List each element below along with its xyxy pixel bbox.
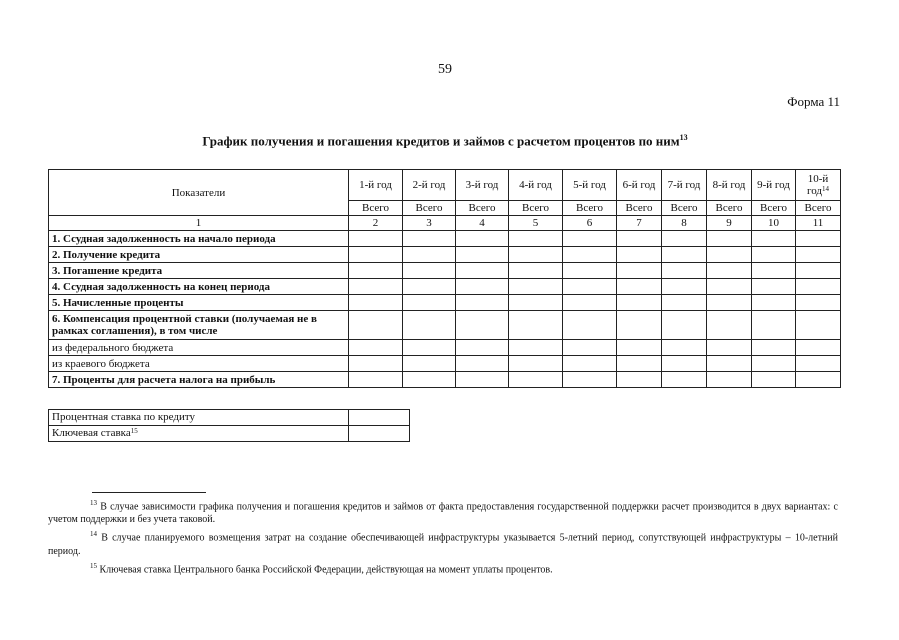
page-title <box>120 133 770 149</box>
page-number: 59 <box>438 62 452 77</box>
table-cell <box>617 356 662 372</box>
table-cell <box>617 311 662 340</box>
title-text: График получения и погашения кредитов и займов с расчетом процентов по ним <box>202 133 680 149</box>
table-cell <box>662 295 707 311</box>
year-label: 3-й год <box>465 179 499 191</box>
table-cell <box>617 279 662 295</box>
row-label: из краевого бюджета <box>49 356 349 372</box>
table-cell <box>509 295 563 311</box>
row-label: 1. Ссудная задолженность на начало периода <box>49 231 349 247</box>
table-cell <box>456 295 509 311</box>
table-cell <box>707 372 752 388</box>
row-label: 7. Проценты для расчета налога на прибыль <box>49 372 349 388</box>
year-label: 6-й год <box>622 179 656 191</box>
header-total: Всего <box>509 201 563 216</box>
header-year <box>707 170 752 201</box>
header-total: Всего <box>617 201 662 216</box>
row-label: 3. Погашение кредита <box>49 263 349 279</box>
column-number: 4 <box>456 216 509 231</box>
rates-table <box>48 409 410 442</box>
column-number: 5 <box>509 216 563 231</box>
footnote <box>48 497 838 526</box>
table-cell <box>617 340 662 356</box>
table-row <box>49 263 841 279</box>
table-cell <box>752 372 796 388</box>
footnote <box>48 560 838 576</box>
table-cell <box>403 247 456 263</box>
footnote <box>48 528 838 557</box>
column-number: 1 <box>49 216 349 231</box>
table-cell <box>509 263 563 279</box>
table-cell <box>707 247 752 263</box>
table-cell <box>662 263 707 279</box>
table-cell <box>617 263 662 279</box>
header-total: Всего <box>796 201 841 216</box>
rate-value <box>349 410 410 426</box>
column-number: 7 <box>617 216 662 231</box>
table-cell <box>349 263 403 279</box>
table-cell <box>563 231 617 247</box>
table-row <box>49 340 841 356</box>
table-cell <box>752 340 796 356</box>
table-cell <box>509 311 563 340</box>
table-cell <box>509 372 563 388</box>
table-cell <box>456 247 509 263</box>
table-cell <box>662 356 707 372</box>
table-cell <box>796 263 841 279</box>
header-total: Всего <box>456 201 509 216</box>
table-cell <box>662 372 707 388</box>
title-footnote-ref: 13 <box>679 133 688 142</box>
table-cell <box>707 231 752 247</box>
table-cell <box>617 231 662 247</box>
header-total: Всего <box>563 201 617 216</box>
table-cell <box>752 311 796 340</box>
table-cell <box>563 340 617 356</box>
table-row <box>49 231 841 247</box>
header-total: Всего <box>403 201 456 216</box>
header-total: Всего <box>662 201 707 216</box>
header-row-years <box>49 170 841 201</box>
table-cell <box>349 295 403 311</box>
table-cell <box>509 356 563 372</box>
header-year <box>796 170 841 201</box>
table-cell <box>796 311 841 340</box>
header-year <box>509 170 563 201</box>
table-row <box>49 295 841 311</box>
column-number: 2 <box>349 216 403 231</box>
table-cell <box>752 279 796 295</box>
table-row <box>49 311 841 340</box>
table-row <box>49 279 841 295</box>
footnote-divider <box>92 492 206 493</box>
table-cell <box>403 279 456 295</box>
table-cell <box>403 340 456 356</box>
table-cell <box>707 263 752 279</box>
column-number: 3 <box>403 216 456 231</box>
column-number: 6 <box>563 216 617 231</box>
year-label: 4-й год <box>519 179 552 191</box>
table-row <box>49 247 841 263</box>
table-cell <box>456 231 509 247</box>
table-cell <box>796 372 841 388</box>
table-cell <box>403 372 456 388</box>
year-label: 2-й год <box>412 179 446 191</box>
year-label: 7-й год <box>667 179 701 191</box>
table-cell <box>617 247 662 263</box>
table-cell <box>752 295 796 311</box>
table-cell <box>456 263 509 279</box>
table-cell <box>617 295 662 311</box>
table-cell <box>752 247 796 263</box>
header-year <box>456 170 509 201</box>
year-label: 8-й год <box>712 179 746 191</box>
rate-value <box>349 426 410 442</box>
table-cell <box>456 372 509 388</box>
header-total: Всего <box>707 201 752 216</box>
row-label: 2. Получение кредита <box>49 247 349 263</box>
table-cell <box>349 231 403 247</box>
table-row <box>49 372 841 388</box>
table-cell <box>403 311 456 340</box>
table-cell <box>456 311 509 340</box>
table-cell <box>456 340 509 356</box>
row-label: из федерального бюджета <box>49 340 349 356</box>
column-number: 11 <box>796 216 841 231</box>
table-cell <box>456 279 509 295</box>
table-cell <box>796 340 841 356</box>
table-cell <box>752 356 796 372</box>
table-cell <box>509 340 563 356</box>
row-label: 6. Компенсация процентной ставки (получаемая не в рамках соглашения), в том числе <box>49 311 349 340</box>
table-cell <box>563 372 617 388</box>
rate-label-cell <box>49 426 349 442</box>
row-label: 4. Ссудная задолженность на конец периода <box>49 279 349 295</box>
footnote-text: В случае планируемого возмещения затрат на создание обеспечивающей инфраструктуры указывается 5-летний период, сопутствующей инфраструктуры – 10-летний период. <box>48 532 839 557</box>
column-number: 9 <box>707 216 752 231</box>
table-cell <box>662 311 707 340</box>
rate-label-cell <box>49 410 349 426</box>
table-cell <box>796 295 841 311</box>
column-number: 8 <box>662 216 707 231</box>
rate-label: Процентная ставка по кредиту <box>52 411 196 423</box>
table-cell <box>796 231 841 247</box>
table-cell <box>349 372 403 388</box>
table-cell <box>662 247 707 263</box>
table-cell <box>563 247 617 263</box>
table-cell <box>349 340 403 356</box>
table-cell <box>752 263 796 279</box>
footnote-text: В случае зависимости графика получения и погашения кредитов и займов от факта предоставления государственной поддержки расчет производится в двух вариантах: с учетом поддержки и без учета таковой. <box>48 501 838 526</box>
credit-schedule-table <box>48 169 841 388</box>
table-cell <box>456 356 509 372</box>
table-cell <box>796 279 841 295</box>
table-cell <box>662 279 707 295</box>
table-cell <box>796 356 841 372</box>
table-cell <box>563 279 617 295</box>
year-footnote-ref: 14 <box>822 185 830 193</box>
table-cell <box>403 231 456 247</box>
column-number: 10 <box>752 216 796 231</box>
table-cell <box>403 356 456 372</box>
table-cell <box>662 340 707 356</box>
header-year <box>662 170 707 201</box>
table-cell <box>403 263 456 279</box>
table-cell <box>349 356 403 372</box>
table-cell <box>563 356 617 372</box>
table-cell <box>707 295 752 311</box>
year-label: 10-й год <box>806 173 829 197</box>
year-label: 1-й год <box>359 179 392 191</box>
table-cell <box>752 231 796 247</box>
header-year <box>403 170 456 201</box>
table-cell <box>707 311 752 340</box>
header-year <box>617 170 662 201</box>
table-cell <box>509 231 563 247</box>
table-cell <box>349 247 403 263</box>
table-cell <box>563 311 617 340</box>
rate-row <box>49 426 410 442</box>
footnote-mark: 14 <box>90 530 97 539</box>
rate-footnote-ref: 15 <box>130 427 138 435</box>
header-year <box>349 170 403 201</box>
table-cell <box>509 279 563 295</box>
table-cell <box>617 372 662 388</box>
header-year <box>752 170 796 201</box>
table-cell <box>563 263 617 279</box>
table-cell <box>563 295 617 311</box>
table-cell <box>403 295 456 311</box>
year-label: 9-й год <box>757 179 790 191</box>
header-total: Всего <box>349 201 403 216</box>
footnote-mark: 13 <box>90 499 97 507</box>
table-row <box>49 356 841 372</box>
header-total: Всего <box>752 201 796 216</box>
header-year <box>563 170 617 201</box>
footnote-mark: 15 <box>90 561 97 570</box>
table-cell <box>707 340 752 356</box>
row-label: 5. Начисленные проценты <box>49 295 349 311</box>
table-cell <box>349 279 403 295</box>
rate-row <box>49 410 410 426</box>
table-cell <box>509 247 563 263</box>
table-cell <box>796 247 841 263</box>
table-cell <box>707 279 752 295</box>
table-cell <box>349 311 403 340</box>
year-label: 5-й год <box>573 179 606 191</box>
header-indicators: Показатели <box>49 170 349 216</box>
rate-label: Ключевая ставка <box>52 427 131 439</box>
table-cell <box>707 356 752 372</box>
footnote-text: Ключевая ставка Центрального банка Российской Федерации, действующая на момент уплаты процентов. <box>99 563 553 575</box>
header-row-numbers <box>49 216 841 231</box>
footnotes <box>48 497 838 578</box>
form-label: Форма 11 <box>787 94 840 109</box>
table-cell <box>662 231 707 247</box>
